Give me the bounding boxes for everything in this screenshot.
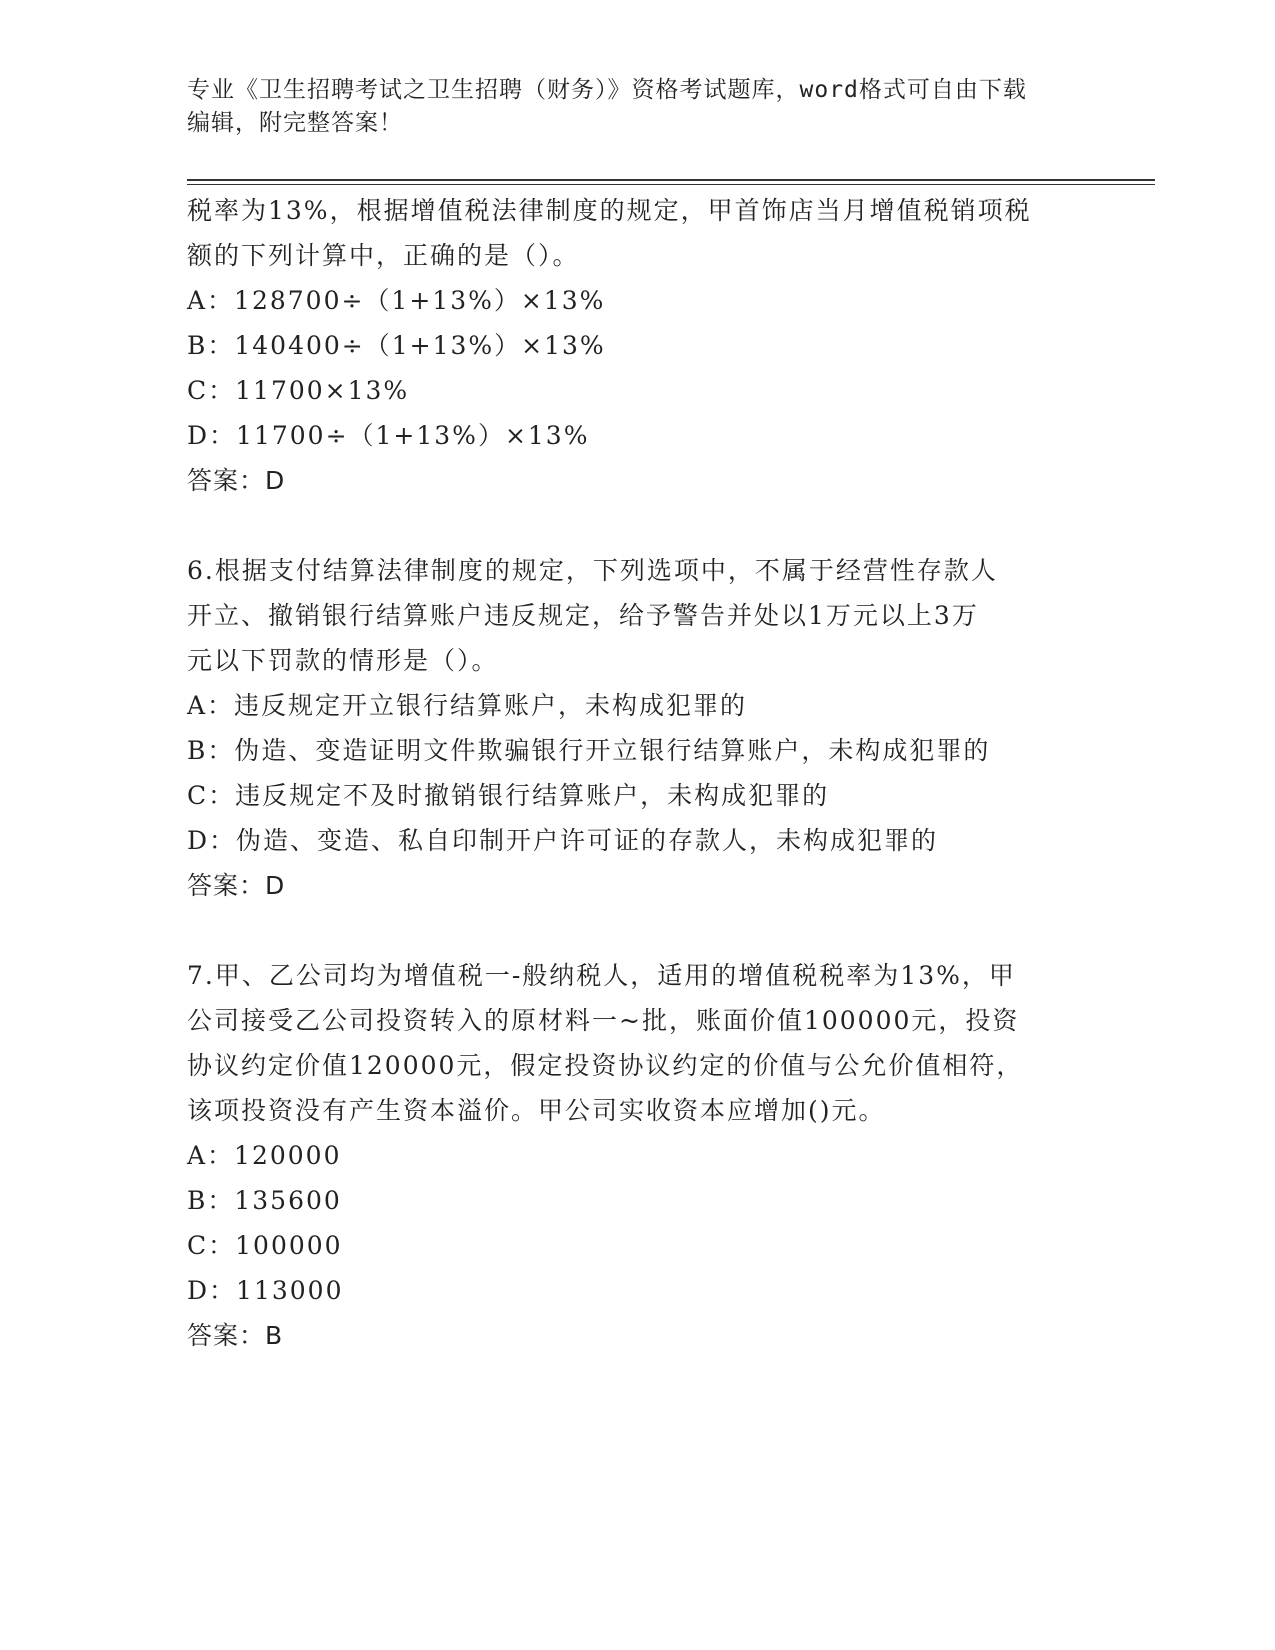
question-6-option-d: D：伪造、变造、私自印制开户许可证的存款人，未构成犯罪的 [187, 826, 939, 855]
question-7-stem-line-1: 7.甲、乙公司均为增值税一-般纳税人，适用的增值税税率为13%，甲 [187, 961, 1016, 990]
question-7-stem-line-2: 公司接受乙公司投资转入的原材料一~批，账面价值100000元，投资 [187, 1006, 1020, 1035]
question-6-option-b: B：伪造、变造证明文件欺骗银行开立银行结算账户，未构成犯罪的 [187, 736, 991, 765]
question-5-option-b: B：140400÷（1+13%）×13% [187, 331, 606, 360]
header-line-2: 编辑，附完整答案！ [187, 110, 403, 136]
header-divider-thin [187, 184, 1155, 185]
question-6-option-a: A：违反规定开立银行结算账户，未构成犯罪的 [187, 691, 748, 720]
question-6-stem-line-3: 元以下罚款的情形是（）。 [187, 646, 499, 675]
header-divider-thick [187, 179, 1155, 181]
question-7-answer: 答案：B [187, 1321, 284, 1350]
question-spacer [187, 503, 1087, 548]
question-spacer [187, 908, 1087, 953]
header-line-1: 专业《卫生招聘考试之卫生招聘（财务）》资格考试题库，word格式可自由下载 [187, 77, 1027, 103]
question-5-answer: 答案：D [187, 466, 286, 495]
document-header [187, 74, 1087, 140]
question-6 [187, 548, 1087, 908]
question-5-option-a: A：128700÷（1+13%）×13% [187, 286, 606, 315]
question-5-stem-line-1: 税率为13%，根据增值税法律制度的规定，甲首饰店当月增值税销项税 [187, 196, 1032, 225]
question-5-stem-line-2: 额的下列计算中，正确的是（）。 [187, 241, 580, 270]
question-7-option-b: B：135600 [187, 1186, 342, 1215]
question-5-option-d: D：11700÷（1+13%）×13% [187, 421, 590, 450]
question-6-stem-line-1: 6.根据支付结算法律制度的规定，下列选项中，不属于经营性存款人 [187, 556, 998, 585]
question-6-stem-line-2: 开立、撤销银行结算账户违反规定，给予警告并处以1万元以上3万 [187, 601, 979, 630]
question-7-option-c: C：100000 [187, 1231, 343, 1260]
question-5 [187, 188, 1087, 503]
question-6-answer: 答案：D [187, 871, 286, 900]
question-7-stem-line-3: 协议约定价值120000元，假定投资协议约定的价值与公允价值相符， [187, 1051, 1024, 1080]
question-7-option-a: A：120000 [187, 1141, 342, 1170]
question-5-option-c: C：11700×13% [187, 376, 410, 405]
question-list [187, 188, 1087, 1358]
question-7-stem-line-4: 该项投资没有产生资本溢价。甲公司实收资本应增加()元。 [187, 1096, 886, 1125]
question-7-option-d: D：113000 [187, 1276, 344, 1305]
question-6-option-c: C：违反规定不及时撤销银行结算账户，未构成犯罪的 [187, 781, 830, 810]
question-7 [187, 953, 1087, 1358]
